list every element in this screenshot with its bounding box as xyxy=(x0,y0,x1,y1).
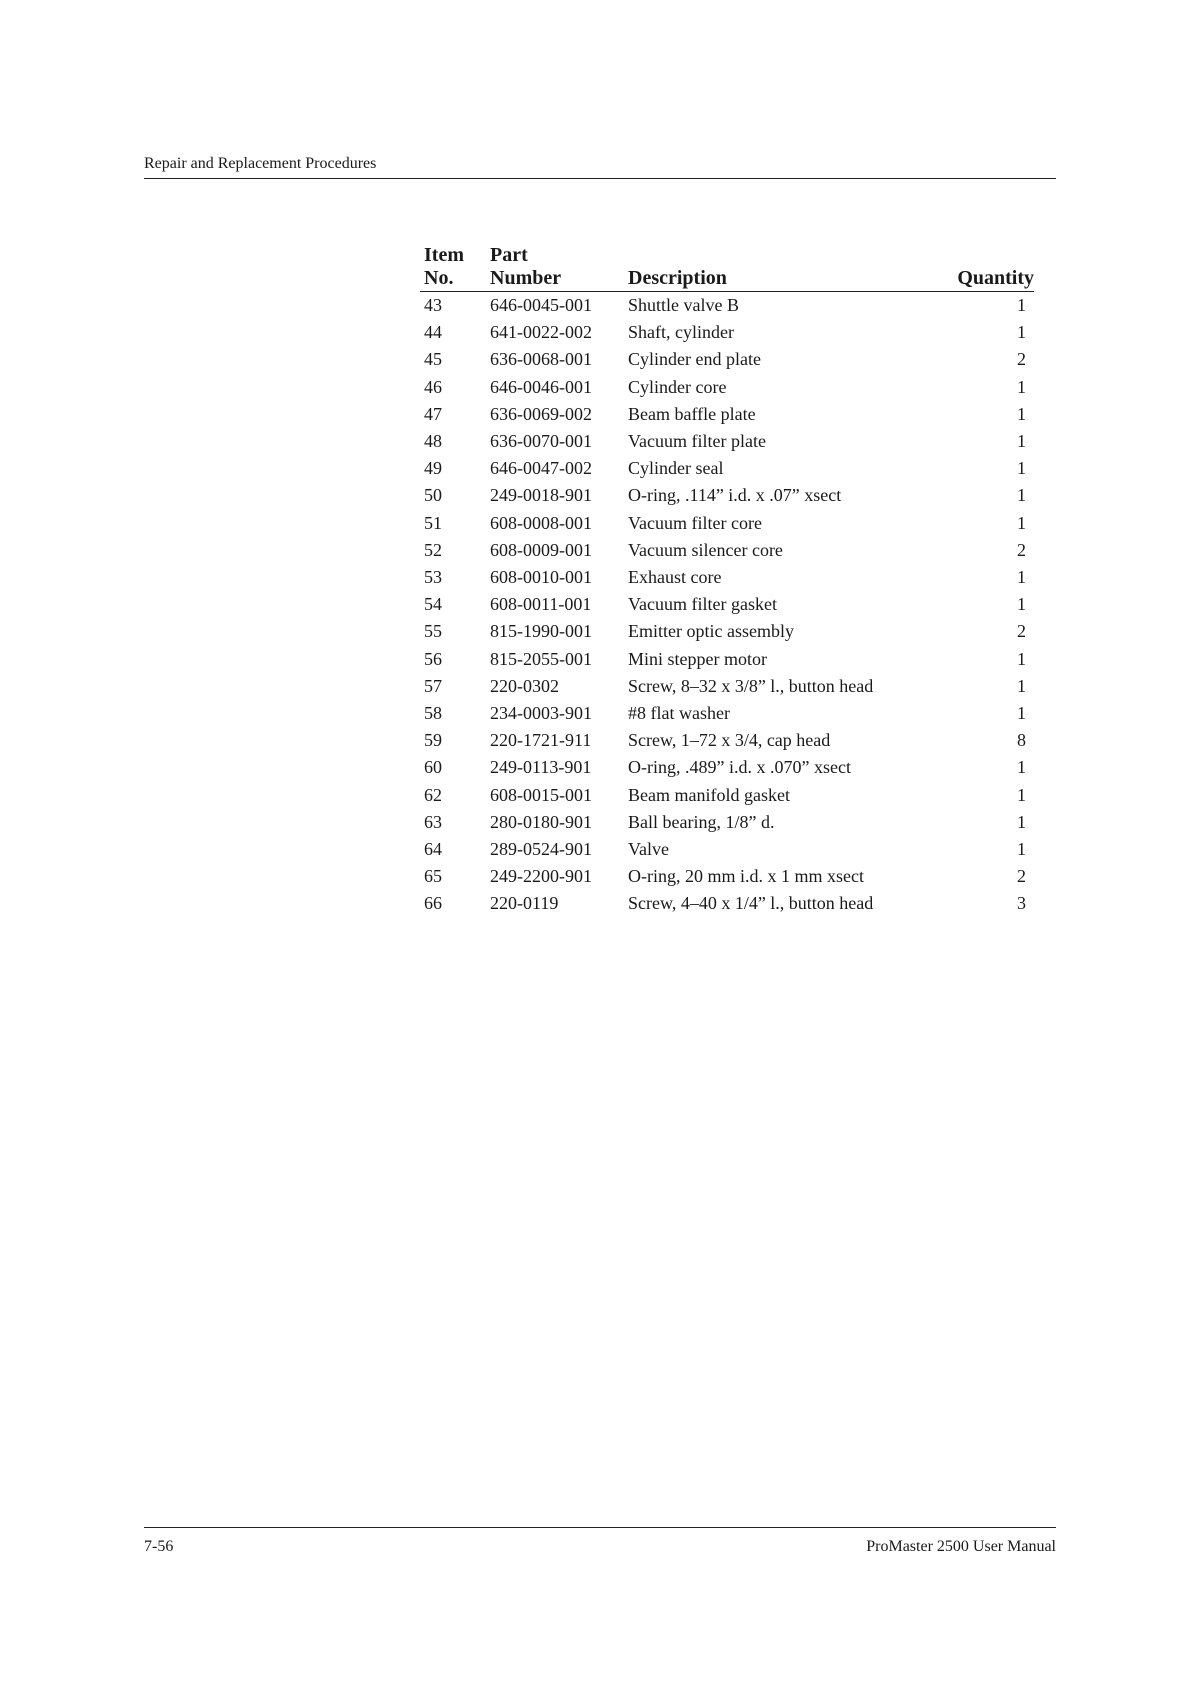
cell-item-no: 54 xyxy=(424,594,442,615)
table-row xyxy=(420,646,1034,673)
cell-description: Shuttle valve B xyxy=(628,295,739,315)
cell-quantity: 2 xyxy=(1017,621,1026,642)
cell-part-number: 636-0070-001 xyxy=(490,431,592,452)
table-row xyxy=(420,455,1034,482)
cell-part-number: 608-0011-001 xyxy=(490,594,592,615)
cell-item-no: 51 xyxy=(424,512,442,533)
cell-quantity: 1 xyxy=(1017,594,1026,615)
cell-description: Screw, 8–32 x 3/8” l., button head xyxy=(628,675,874,696)
cell-quantity: 3 xyxy=(1017,893,1026,914)
cell-item-no: 66 xyxy=(424,893,442,914)
cell-item-no: 50 xyxy=(424,485,442,506)
cell-description: O-ring, .114” i.d. x .07” xsect xyxy=(628,485,842,506)
cell-quantity: 1 xyxy=(1017,784,1026,805)
cell-quantity: 1 xyxy=(1017,295,1026,315)
cell-quantity: 2 xyxy=(1017,539,1026,560)
cell-item-no: 55 xyxy=(424,621,442,642)
table-row xyxy=(420,482,1034,509)
table-row xyxy=(420,591,1034,618)
cell-item-no: 45 xyxy=(424,349,442,370)
cell-quantity: 1 xyxy=(1017,485,1026,506)
cell-part-number: 249-2200-901 xyxy=(490,866,592,887)
cell-part-number: 220-1721-911 xyxy=(490,730,592,751)
cell-description: Screw, 1–72 x 3/4, cap head xyxy=(628,730,831,751)
table-row xyxy=(420,727,1034,754)
cell-item-no: 46 xyxy=(424,376,442,397)
cell-part-number: 608-0008-001 xyxy=(490,512,592,533)
cell-item-no: 64 xyxy=(424,839,442,860)
cell-item-no: 43 xyxy=(424,295,442,315)
cell-quantity: 1 xyxy=(1017,512,1026,533)
cell-description: O-ring, .489” i.d. x .070” xsect xyxy=(628,757,851,778)
cell-part-number: 815-2055-001 xyxy=(490,648,592,669)
cell-part-number: 641-0022-002 xyxy=(490,322,592,343)
cell-part-number: 220-0119 xyxy=(490,893,559,914)
cell-item-no: 48 xyxy=(424,431,442,452)
header-quantity: Quantity xyxy=(949,244,1034,292)
table-row xyxy=(420,374,1034,401)
cell-part-number: 636-0068-001 xyxy=(490,349,592,370)
cell-part-number: 289-0524-901 xyxy=(490,839,592,860)
header-part-line1: Part xyxy=(490,244,528,266)
table-row xyxy=(420,401,1034,428)
parts-table xyxy=(420,244,1034,918)
parts-table-body xyxy=(420,292,1034,918)
table-row xyxy=(420,673,1034,700)
table-row xyxy=(420,319,1034,346)
table-row xyxy=(420,346,1034,373)
table-row xyxy=(420,890,1034,917)
section-title: Repair and Replacement Procedures xyxy=(144,155,377,172)
cell-part-number: 646-0046-001 xyxy=(490,376,592,397)
cell-item-no: 59 xyxy=(424,730,442,751)
cell-item-no: 49 xyxy=(424,458,442,479)
page-number: 7-56 xyxy=(144,1538,174,1555)
manual-title: ProMaster 2500 User Manual xyxy=(866,1538,1056,1555)
cell-description: Cylinder core xyxy=(628,376,727,397)
cell-quantity: 2 xyxy=(1017,349,1026,370)
cell-item-no: 53 xyxy=(424,567,442,588)
cell-description: Shaft, cylinder xyxy=(628,322,734,343)
cell-item-no: 56 xyxy=(424,648,442,669)
header-part-line2: Number xyxy=(490,267,562,289)
cell-quantity: 1 xyxy=(1017,757,1026,778)
cell-part-number: 815-1990-001 xyxy=(490,621,592,642)
table-row xyxy=(420,292,1034,320)
cell-item-no: 60 xyxy=(424,757,442,778)
cell-description: Mini stepper motor xyxy=(628,648,767,669)
cell-part-number: 249-0113-901 xyxy=(490,757,592,778)
table-row xyxy=(420,754,1034,781)
cell-item-no: 65 xyxy=(424,866,442,887)
cell-quantity: 1 xyxy=(1017,648,1026,669)
cell-part-number: 234-0003-901 xyxy=(490,703,592,724)
cell-description: Exhaust core xyxy=(628,567,722,588)
table-row xyxy=(420,700,1034,727)
cell-part-number: 280-0180-901 xyxy=(490,811,592,832)
cell-description: Emitter optic assembly xyxy=(628,621,794,642)
table-row xyxy=(420,809,1034,836)
cell-item-no: 47 xyxy=(424,403,442,424)
cell-description: Valve xyxy=(628,839,669,860)
cell-description: Vacuum filter plate xyxy=(628,431,766,452)
cell-item-no: 52 xyxy=(424,539,442,560)
cell-description: #8 flat washer xyxy=(628,703,730,724)
cell-quantity: 1 xyxy=(1017,675,1026,696)
page-header xyxy=(144,152,1056,179)
header-item-line2: No. xyxy=(424,267,454,289)
cell-quantity: 1 xyxy=(1017,458,1026,479)
cell-description: Screw, 4–40 x 1/4” l., button head xyxy=(628,893,874,914)
table-row xyxy=(420,537,1034,564)
cell-part-number: 608-0009-001 xyxy=(490,539,592,560)
cell-description: Cylinder seal xyxy=(628,458,724,479)
cell-part-number: 636-0069-002 xyxy=(490,403,592,424)
cell-item-no: 62 xyxy=(424,784,442,805)
cell-part-number: 608-0010-001 xyxy=(490,567,592,588)
cell-description: Beam baffle plate xyxy=(628,403,756,424)
table-row xyxy=(420,618,1034,645)
cell-quantity: 1 xyxy=(1017,322,1026,343)
cell-quantity: 1 xyxy=(1017,811,1026,832)
cell-quantity: 1 xyxy=(1017,403,1026,424)
cell-part-number: 646-0045-001 xyxy=(490,295,592,315)
cell-quantity: 1 xyxy=(1017,431,1026,452)
header-description: Description xyxy=(624,244,949,292)
cell-part-number: 646-0047-002 xyxy=(490,458,592,479)
cell-item-no: 58 xyxy=(424,703,442,724)
cell-part-number: 249-0018-901 xyxy=(490,485,592,506)
header-item-no xyxy=(420,244,486,292)
cell-item-no: 44 xyxy=(424,322,442,343)
cell-description: Cylinder end plate xyxy=(628,349,761,370)
cell-description: Vacuum filter core xyxy=(628,512,762,533)
table-row xyxy=(420,836,1034,863)
cell-description: Vacuum silencer core xyxy=(628,539,783,560)
header-part-number xyxy=(486,244,624,292)
cell-quantity: 8 xyxy=(1017,730,1026,751)
cell-description: O-ring, 20 mm i.d. x 1 mm xsect xyxy=(628,866,864,887)
table-row xyxy=(420,863,1034,890)
cell-description: Ball bearing, 1/8” d. xyxy=(628,811,775,832)
table-row xyxy=(420,428,1034,455)
cell-quantity: 2 xyxy=(1017,866,1026,887)
cell-item-no: 63 xyxy=(424,811,442,832)
cell-part-number: 220-0302 xyxy=(490,675,559,696)
cell-description: Beam manifold gasket xyxy=(628,784,790,805)
page-footer xyxy=(144,1527,1056,1558)
cell-quantity: 1 xyxy=(1017,839,1026,860)
cell-item-no: 57 xyxy=(424,675,442,696)
header-item-line1: Item xyxy=(424,244,464,266)
table-row xyxy=(420,782,1034,809)
cell-quantity: 1 xyxy=(1017,376,1026,397)
cell-description: Vacuum filter gasket xyxy=(628,594,777,615)
table-row xyxy=(420,564,1034,591)
cell-part-number: 608-0015-001 xyxy=(490,784,592,805)
cell-quantity: 1 xyxy=(1017,703,1026,724)
cell-quantity: 1 xyxy=(1017,567,1026,588)
parts-table-header xyxy=(420,244,1034,292)
table-row xyxy=(420,510,1034,537)
